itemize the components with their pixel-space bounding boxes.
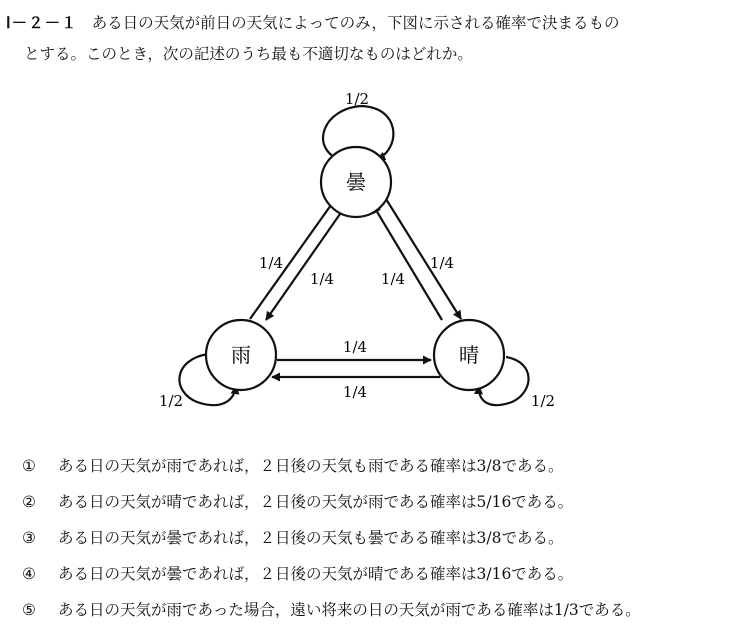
option-4[interactable] (22, 556, 641, 592)
option-text: ある日の天気が晴であれば，２日後の天気が雨である確率は5/16である。 (58, 493, 574, 511)
option-number: ① (22, 457, 36, 475)
option-1[interactable] (22, 448, 641, 484)
question-line-1: ある日の天気が前日の天気によってのみ，下図に示される確率で決まるもの (91, 14, 620, 32)
edge-label-sunny-to-cloudy: 1/4 (380, 270, 406, 288)
option-2[interactable] (22, 484, 641, 520)
option-number: ⑤ (22, 601, 36, 619)
option-5[interactable] (22, 592, 641, 628)
question-line-2: とする。このとき，次の記述のうち最も不適切なものはどれか。 (24, 45, 473, 63)
edge-label-sunny-loop: 1/2 (530, 392, 556, 410)
option-number: ② (22, 493, 36, 511)
edge-label-rain-to-cloudy: 1/4 (258, 254, 284, 272)
edge-label-cloudy-to-rain: 1/4 (309, 270, 335, 288)
edge-label-sunny-to-rain: 1/4 (342, 383, 368, 401)
question-text (6, 8, 732, 70)
edge-label-rain-loop: 1/2 (158, 392, 184, 410)
option-number: ④ (22, 565, 36, 583)
option-text: ある日の天気が曇であれば，２日後の天気が晴である確率は3/16である。 (58, 565, 574, 583)
question-number: Ⅰ－２－１ (6, 14, 78, 32)
option-text: ある日の天気が雨であれば，２日後の天気も雨である確率は3/8である。 (58, 457, 564, 475)
option-text: ある日の天気が雨であった場合，遠い将来の日の天気が雨である確率は1/3である。 (58, 601, 641, 619)
option-number: ③ (22, 529, 36, 547)
weather-transition-diagram (0, 82, 736, 432)
edge-label-rain-to-sunny: 1/4 (342, 338, 368, 356)
edge-label-cloudy-loop: 1/2 (344, 90, 370, 108)
option-3[interactable] (22, 520, 641, 556)
option-text: ある日の天気が曇であれば，２日後の天気も曇である確率は3/8である。 (58, 529, 564, 547)
node-sunny-label: 晴 (459, 343, 479, 367)
edge-label-cloudy-to-sunny: 1/4 (429, 254, 455, 272)
node-cloudy-label: 曇 (346, 170, 366, 194)
node-rain-label: 雨 (231, 343, 251, 367)
answer-options (22, 448, 641, 628)
